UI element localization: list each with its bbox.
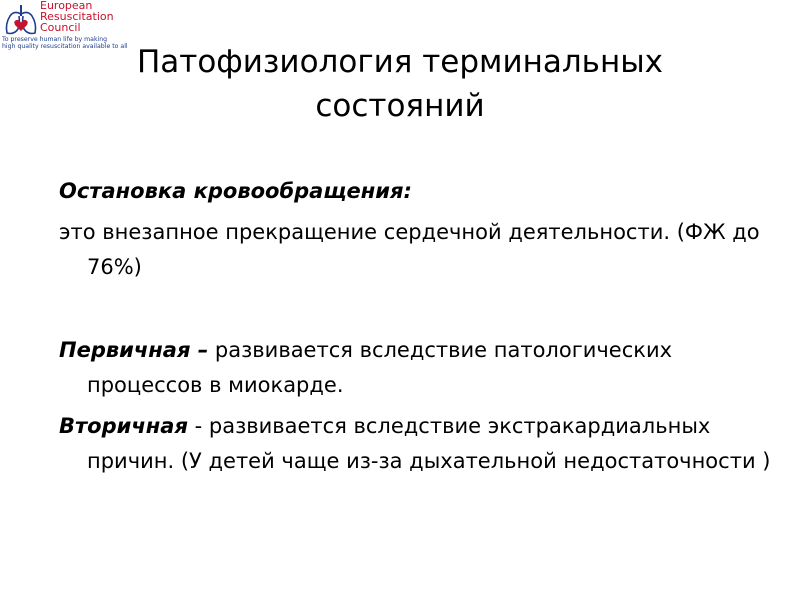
section-heading: Остановка кровообращения: — [59, 179, 412, 203]
definition-text: это внезапное прекращение сердечной деятельности. (ФЖ до 76%) — [59, 220, 760, 279]
logo-text-council: Council — [40, 21, 81, 34]
secondary-label: Вторичная — [59, 414, 188, 438]
primary-paragraph — [59, 333, 779, 403]
lungs-heart-icon — [2, 2, 40, 38]
logo-tagline-line1: To preserve human life by making — [2, 36, 108, 43]
logo-text-european: European — [40, 0, 93, 12]
slide-title-line1: Патофизиология терминальных — [136, 44, 664, 80]
logo-text-resuscitation: Resuscitation — [40, 10, 114, 23]
primary-text: развивается вследствие патологических процессов в миокарде. — [87, 338, 673, 397]
primary-label: Первичная – — [59, 338, 209, 362]
slide-body — [59, 174, 779, 485]
spacer — [59, 291, 779, 333]
slide-title — [60, 40, 740, 128]
slide-title-line2: состояний — [315, 88, 485, 124]
secondary-paragraph — [59, 409, 779, 479]
secondary-text: - развивается вследствие экстракардиальных причин. (У детей чаще из-за дыхательной недостаточности ) — [87, 414, 771, 473]
logo-tagline-line2: high quality resuscitation available to all — [2, 43, 128, 50]
